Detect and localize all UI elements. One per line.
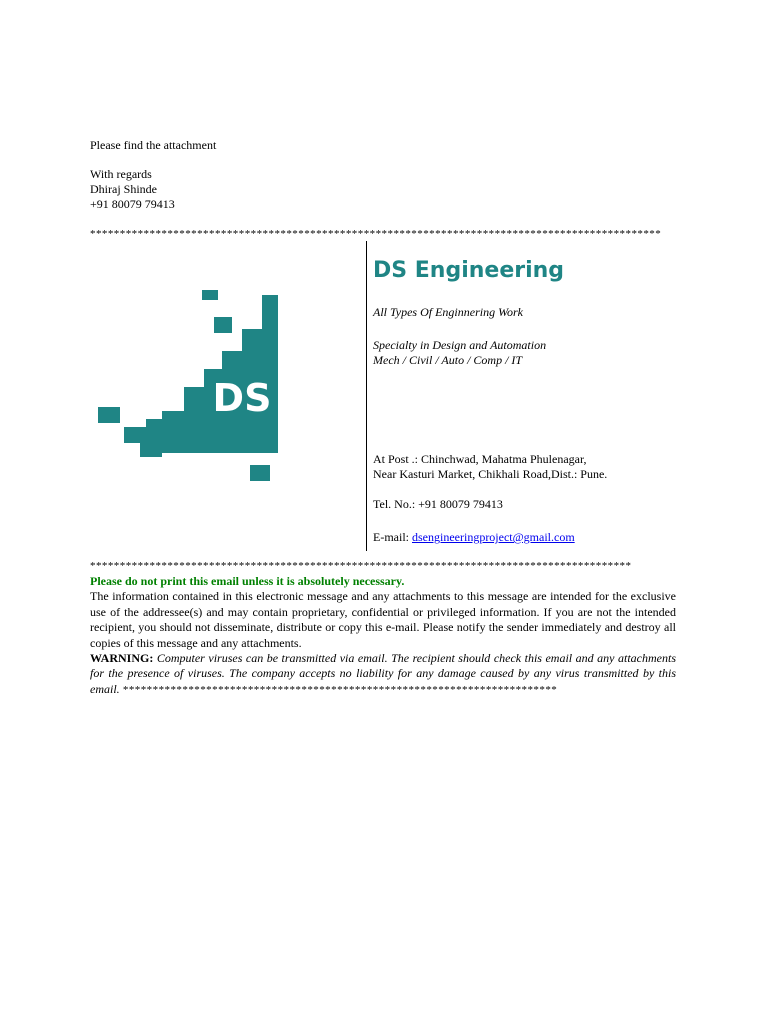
logo-text: DS (212, 376, 272, 420)
message-body (90, 138, 216, 212)
company-branches: Mech / Civil / Auto / Comp / IT (373, 353, 523, 367)
virus-warning (90, 651, 676, 698)
telephone: Tel. No.: +91 80079 79413 (373, 497, 503, 511)
email-row (373, 530, 575, 545)
confidentiality-disclaimer: The information contained in this electronic message and any attachments to this message are intended for the exclusive use of the addressee(s) and may contain proprietary, confidential or privileged information. If you are not the intended recipient, you should not disseminate, distribute or copy this e-mail. Please notify the sender immediately and destroy all copies of this message and any attachments. (90, 589, 676, 650)
email-link[interactable]: dsengineeringproject@gmail.com (412, 530, 575, 544)
separator-top: ************************************************************************************************ (90, 228, 662, 240)
warning-stars: ************************************************************************* (119, 683, 558, 696)
warning-text: Computer viruses can be transmitted via email. The recipient should check this email and any attachments for the presence of viruses. The company accepts no liability for any damage caused by any virus transmitted by this email. (90, 651, 676, 696)
sender-name: Dhiraj Shinde (90, 182, 157, 196)
intro-line: Please find the attachment (90, 138, 217, 152)
company-specialty: Specialty in Design and Automation (373, 338, 547, 352)
no-print-notice: Please do not print this email unless it is absolutely necessary. (90, 574, 405, 588)
email-footer (90, 574, 676, 698)
warning-label: WARNING: (90, 651, 154, 666)
email-label: E-mail: (373, 530, 412, 544)
ds-engineering-logo (96, 287, 282, 485)
regards-line: With regards (90, 167, 152, 181)
separator-bottom: ******************************************************************************************* (90, 560, 632, 572)
company-tagline: All Types Of Enginnering Work (373, 305, 523, 319)
company-name: DS Engineering (373, 258, 565, 283)
sender-phone: +91 80079 79413 (90, 197, 175, 211)
signature-divider (366, 241, 367, 551)
address-line-2: Near Kasturi Market, Chikhali Road,Dist.: Pune. (373, 467, 608, 481)
address-line-1: At Post .: Chinchwad, Mahatma Phulenagar, (373, 452, 587, 466)
